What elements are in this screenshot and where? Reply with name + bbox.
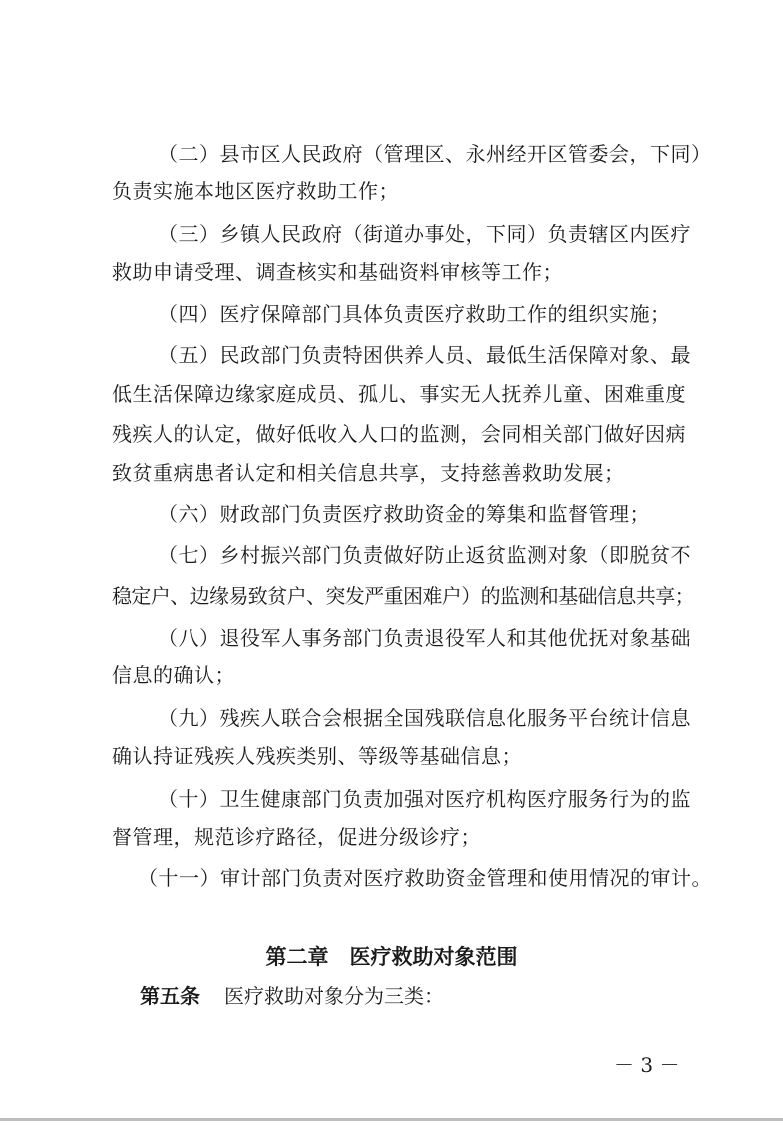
paragraph-2-line-1: （二）县市区人民政府（管理区、永州经开区管委会，下同） <box>158 142 712 166</box>
paragraph-5-line-1: （五）民政部门负责特困供养人员、最低生活保障对象、最 <box>158 343 691 367</box>
paragraph-6-line-1: （六）财政部门负责医疗救助资金的筹集和监督管理； <box>158 502 650 526</box>
paragraph-9-line-1: （九）残疾人联合会根据全国残联信息化服务平台统计信息 <box>158 706 691 730</box>
page-number: － 3 － <box>614 1053 680 1077</box>
article-5 <box>140 984 444 1008</box>
paragraph-2-line-2: 负责实施本地区医疗救助工作； <box>112 179 399 203</box>
paragraph-8-line-1: （八）退役军人事务部门负责退役军人和其他优抚对象基础 <box>158 626 691 650</box>
paragraph-9-line-2: 确认持证残疾人残疾类别、等级等基础信息； <box>112 744 522 768</box>
chapter-heading: 第二章 医疗救助对象范围 <box>265 945 518 969</box>
article-number: 第五条 <box>140 984 200 1008</box>
paragraph-10-line-1: （十）卫生健康部门负责加强对医疗机构医疗服务行为的监 <box>158 787 691 811</box>
paragraph-10-line-2: 督管理，规范诊疗路径，促进分级诊疗； <box>112 825 481 849</box>
paragraph-5-line-4: 致贫重病患者认定和相关信息共享，支持慈善救助发展； <box>112 461 625 485</box>
article-text: 医疗救助对象分为三类： <box>224 984 444 1008</box>
bottom-edge-rule <box>0 1118 783 1121</box>
paragraph-3-line-2: 救助申请受理、调查核实和基础资料审核等工作； <box>112 260 563 284</box>
paragraph-8-line-2: 信息的确认； <box>112 663 235 687</box>
paragraph-11-line-1: （十一）审计部门负责对医疗救助资金管理和使用情况的审计。 <box>138 866 712 890</box>
paragraph-7-line-1: （七）乡村振兴部门负责做好防止返贫监测对象（即脱贫不 <box>158 543 691 567</box>
paragraph-3-line-1: （三）乡镇人民政府（街道办事处，下同）负责辖区内医疗 <box>158 222 691 246</box>
paragraph-7-line-2: 稳定户、边缘易致贫户、突发严重困难户）的监测和基础信息共享； <box>112 584 694 608</box>
paragraph-4-line-1: （四）医疗保障部门具体负责医疗救助工作的组织实施； <box>158 302 671 326</box>
paragraph-5-line-3: 残疾人的认定，做好低收入人口的监测，会同相关部门做好因病 <box>112 422 686 446</box>
paragraph-5-line-2: 低生活保障边缘家庭成员、孤儿、事实无人抚养儿童、困难重度 <box>112 382 686 406</box>
